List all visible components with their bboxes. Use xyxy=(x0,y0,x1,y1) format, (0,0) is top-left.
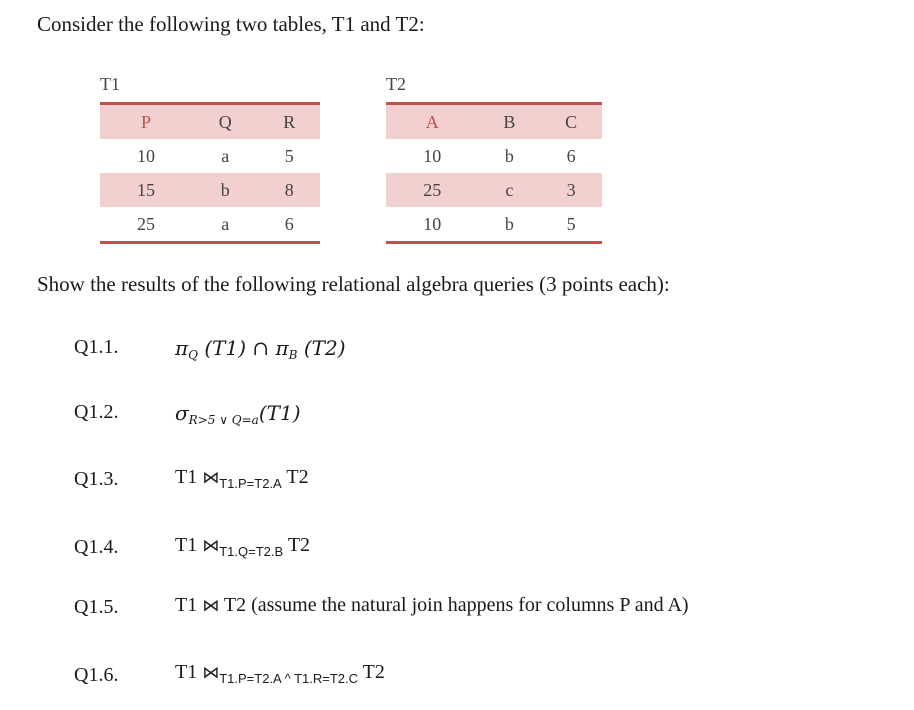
question-label: Q1.4. xyxy=(74,536,119,558)
table-cell: 3 xyxy=(540,173,602,207)
table-header-row xyxy=(100,104,320,140)
selection-condition: R>5 ∨ Q=a xyxy=(188,413,259,427)
table-row xyxy=(100,173,320,207)
table-row xyxy=(386,173,602,207)
column-header: B xyxy=(479,104,541,140)
question-expression xyxy=(175,661,385,686)
table-cell: 6 xyxy=(566,145,576,166)
join-condition: T1.Q=T2.B xyxy=(219,544,284,559)
table-cell: 25 xyxy=(386,173,479,207)
column-header: A xyxy=(386,104,479,140)
table-cell: a xyxy=(192,207,258,243)
question-expression xyxy=(175,336,346,362)
projection-symbol: π xyxy=(175,336,189,360)
table-t2 xyxy=(386,66,602,244)
column-header: C xyxy=(540,104,602,140)
join-condition: T1.P=T2.A ^ T1.R=T2.C xyxy=(219,671,359,686)
table-cell: 10 xyxy=(137,145,156,166)
join-icon: ⋈ xyxy=(202,663,220,683)
table-name: T1 xyxy=(100,73,120,94)
table-name: T2 xyxy=(386,73,406,94)
question-label: Q1.3. xyxy=(74,468,119,490)
relation: T2 xyxy=(362,661,385,683)
question-expression xyxy=(175,534,310,559)
relation: T2 xyxy=(287,534,311,556)
projection-attribute: Q xyxy=(188,348,198,362)
question-expression xyxy=(175,401,301,427)
table-cell: b xyxy=(192,173,258,207)
table-row xyxy=(386,139,602,173)
relation: (T1) xyxy=(204,336,247,360)
question-expression xyxy=(175,594,689,617)
table-cell: 10 xyxy=(423,145,442,166)
question-expression xyxy=(175,466,309,491)
instruction-text: Show the results of the following relational algebra queries (3 points each): xyxy=(37,272,670,296)
join-icon: ⋈ xyxy=(202,596,220,616)
relation: T1 xyxy=(175,661,198,683)
relation: T1 xyxy=(175,534,198,556)
table-row xyxy=(386,207,602,243)
question-label: Q1.1. xyxy=(74,336,119,358)
table-header-row xyxy=(386,104,602,140)
question-label: Q1.5. xyxy=(74,596,119,618)
table-cell: b xyxy=(479,207,541,243)
projection-symbol: π xyxy=(275,336,289,360)
table-cell: 15 xyxy=(100,173,192,207)
projection-attribute: B xyxy=(288,348,298,362)
relation: (T2) xyxy=(303,336,346,360)
column-header: P xyxy=(100,104,192,140)
join-condition: T1.P=T2.A xyxy=(219,476,282,491)
column-header: Q xyxy=(192,104,258,140)
column-header: R xyxy=(259,104,320,140)
table-cell: 5 xyxy=(284,145,294,166)
relation: T2 xyxy=(286,466,309,488)
join-icon: ⋈ xyxy=(202,468,220,488)
relation: T1 xyxy=(175,594,198,616)
intersection-operator: ∩ xyxy=(252,336,270,360)
table-cell: 8 xyxy=(259,173,320,207)
intro-text: Consider the following two tables, T1 and T2: xyxy=(37,12,425,36)
question-label: Q1.6. xyxy=(74,664,119,686)
table-cell: 25 xyxy=(100,207,192,243)
relation: T1 xyxy=(175,466,198,488)
table-row xyxy=(100,139,320,173)
join-icon: ⋈ xyxy=(202,536,220,556)
table-cell: 5 xyxy=(540,207,602,243)
relation: (T1) xyxy=(258,401,301,425)
table-t1 xyxy=(100,66,320,244)
table-row xyxy=(100,207,320,243)
selection-symbol: σ xyxy=(175,401,189,425)
table-cell: 6 xyxy=(259,207,320,243)
table-cell: 10 xyxy=(386,207,479,243)
table-cell: b xyxy=(504,145,514,166)
table-cell: a xyxy=(221,145,230,166)
question-label: Q1.2. xyxy=(74,401,119,423)
join-description: T2 (assume the natural join happens for columns P and A) xyxy=(223,594,689,616)
table-cell: c xyxy=(479,173,541,207)
